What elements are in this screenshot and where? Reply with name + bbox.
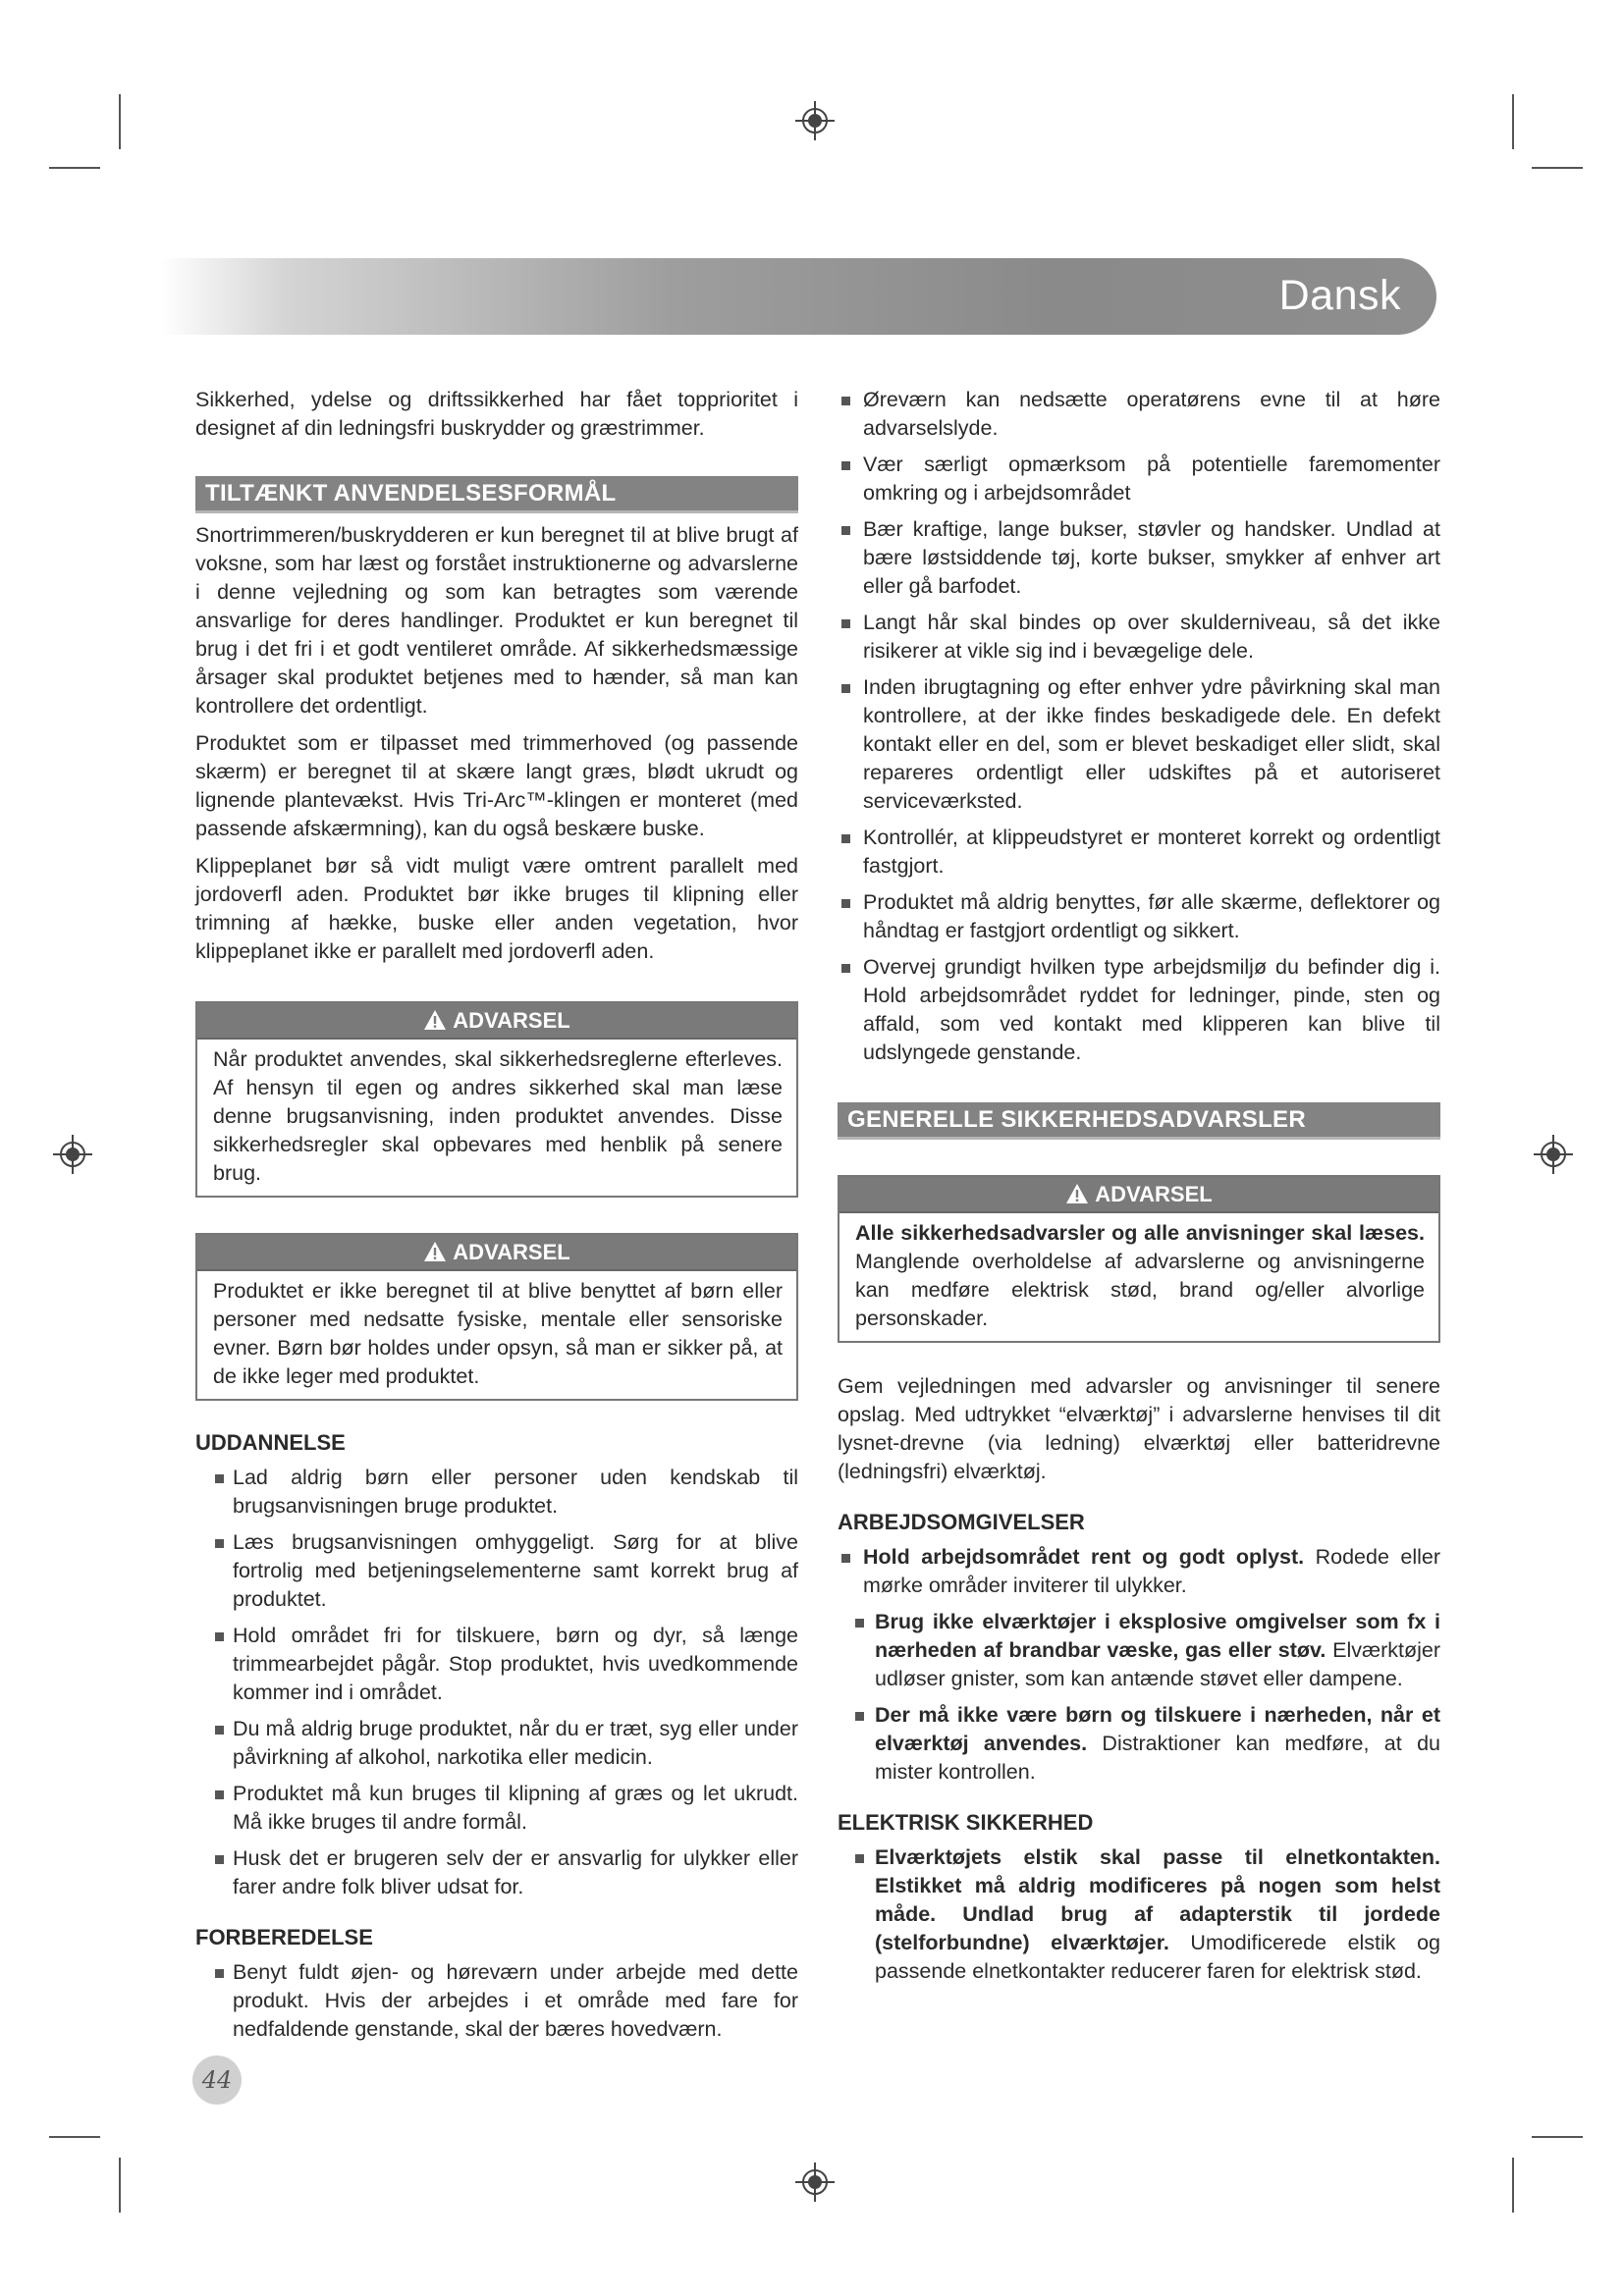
- crop-mark: [119, 2158, 121, 2213]
- warning-header: [197, 1235, 796, 1271]
- crop-mark: [119, 94, 121, 149]
- registration-mark-icon: [795, 2163, 835, 2202]
- warning-box: [195, 1233, 798, 1401]
- language-banner: [160, 258, 1436, 335]
- intended-use-paragraph: Snortrimmeren/buskrydderen er kun beregnet til at blive brugt af voksne, som har læst og forstået instruktionerne og advarslerne i denne vejledning og som kan betragtes som værende ansvarlige for deres handlinger. Produktet er kun beregnet til brug i det fri i et godt ventileret område. Af sikkerhedsmæssige årsager skal produktet betjenes med to hænder, så man kan kontrollere det ordentligt.: [195, 523, 798, 718]
- list-item-text: Umodificerede elstik og passende elnetkontakter reducerer faren for elektrisk stød.: [875, 1931, 1440, 1983]
- right-column: [838, 386, 1440, 1994]
- intended-use-paragraph: Produktet som er tilpasset med trimmerhoved (og passende skærm) er beregnet til at skære langt græs, blødt ukrudt og lignende plantevækst. Hvis Tri-Arc™-klingen er monteret (med passende afskærmning), kan du også beskære buske.: [195, 731, 798, 840]
- intro-text: Sikkerhed, ydelse og driftssikkerhed har fået topprioritet i designet af din ledningsfri buskrydder og græstrimmer.: [195, 388, 798, 440]
- warning-text: [855, 1219, 1425, 1333]
- work-area-list-indented: [838, 1608, 1440, 1787]
- list-item: Inden ibrugtagning og efter enhver ydre påvirkning skal man kontrollere, at der ikke findes beskadigede dele. En defekt kontakt eller en del, som er blevet beskadiget eller slidt, skal repareres ordentligt eller udskiftes på et autoriseret serviceværksted.: [838, 673, 1440, 816]
- list-item-bold: Brug ikke elværktøjer i eksplosive omgivelser som fx i nærheden af brandbar væske, gas eller støv.: [875, 1610, 1440, 1662]
- preparation-list-continued: [838, 386, 1440, 1067]
- warning-text: Produktet er ikke beregnet til at blive benyttet af børn eller personer med nedsatte fysiske, mentale eller sensoriske evner. Børn bør holdes under opsyn, så man er sikker på, at de ikke leger med produktet.: [213, 1279, 783, 1388]
- warning-box: [195, 1001, 798, 1198]
- list-item-bold: Hold arbejdsområdet rent og godt oplyst.: [863, 1545, 1305, 1569]
- section-heading-intended-use: TILTÆNKT ANVENDELSESFORMÅL: [195, 476, 798, 513]
- preparation-list: [195, 1958, 798, 2044]
- list-item: Langt hår skal bindes op over skulderniveau, så det ikke risikerer at vikle sig ind i bevægelige dele.: [838, 609, 1440, 666]
- list-item: Kontrollér, at klippeudstyret er monteret korrekt og ordentligt fastgjort.: [838, 824, 1440, 881]
- list-item-bold: Der må ikke være børn og tilskuere i nærheden, når et elværktøj anvendes.: [875, 1703, 1440, 1755]
- list-item: Hold området fri for tilskuere, børn og dyr, så længe trimmearbejdet pågår. Stop produktet, hvis uvedkommende kommer ind i området.: [195, 1622, 798, 1707]
- crop-mark: [1512, 2158, 1514, 2213]
- list-item-text: Distraktioner kan medføre, at du mister kontrollen.: [875, 1732, 1440, 1784]
- language-title: Dansk: [1278, 272, 1401, 319]
- registration-mark-icon: [53, 1135, 92, 1174]
- list-item-text: Rodede eller mørke områder inviterer til ulykker.: [863, 1545, 1440, 1597]
- crop-mark: [1532, 167, 1583, 169]
- list-item: Vær særligt opmærksom på potentielle faremomenter omkring og i arbejdsområdet: [838, 451, 1440, 507]
- list-item: Produktet må kun bruges til klipning af græs og let ukrudt. Må ikke bruges til andre formål.: [195, 1780, 798, 1837]
- warning-triangle-icon: [423, 1241, 447, 1262]
- list-item: Bær kraftige, lange bukser, støvler og handsker. Undlad at bære løstsiddende tøj, korte bukser, smykker af enhver art eller gå barfodet.: [838, 515, 1440, 601]
- warning-label: ADVARSEL: [1095, 1182, 1213, 1206]
- crop-mark: [49, 167, 100, 169]
- crop-mark: [1532, 2136, 1583, 2138]
- list-item: Lad aldrig børn eller personer uden kendskab til brugsanvisningen bruge produktet.: [195, 1464, 798, 1521]
- warning-rest-text: Manglende overholdelse af advarslerne og anvisningerne kan medføre elektrisk stød, brand og/eller alvorlige personskader.: [855, 1250, 1425, 1330]
- section-heading-education: UDDANNELSE: [195, 1430, 346, 1455]
- warning-bold-text: Alle sikkerhedsadvarsler og alle anvisninger skal læses.: [855, 1221, 1425, 1245]
- section-heading-general-warnings: GENERELLE SIKKERHEDSADVARSLER: [838, 1102, 1440, 1140]
- warning-header: [839, 1177, 1438, 1213]
- work-area-list: [838, 1543, 1440, 1600]
- list-item: [838, 1543, 1440, 1600]
- list-item: [838, 1843, 1440, 1986]
- list-item: Du må aldrig bruge produktet, når du er træt, syg eller under påvirkning af alkohol, narkotika eller medicin.: [195, 1715, 798, 1772]
- warning-triangle-icon: [1065, 1183, 1089, 1204]
- list-item: Øreværn kan nedsætte operatørens evne til at høre advarselslyde.: [838, 386, 1440, 443]
- list-item: [838, 1608, 1440, 1693]
- warning-header: [197, 1003, 796, 1040]
- registration-mark-icon: [795, 101, 835, 140]
- list-item-text: Elværktøjer udløser gnister, som kan antænde støvet eller dampene.: [875, 1638, 1440, 1690]
- registration-mark-icon: [1534, 1135, 1573, 1174]
- intended-use-paragraph: Klippeplanet bør så vidt muligt være omtrent parallelt med jordoverfl aden. Produktet bør ikke bruges til klipning eller trimning af hække, buske eller anden vegetation, hvor klippeplanet ikke er parallelt med jordoverfl aden.: [195, 854, 798, 963]
- list-item: Læs brugsanvisningen omhyggeligt. Sørg for at blive fortrolig med betjeningselementerne samt korrekt brug af produktet.: [195, 1528, 798, 1614]
- section-heading-work-area: ARBEJDSOMGIVELSER: [838, 1510, 1085, 1534]
- section-heading-preparation: FORBEREDELSE: [195, 1925, 373, 1949]
- list-item: Overvej grundigt hvilken type arbejdsmiljø du befinder dig i. Hold arbejdsområdet ryddet for ledninger, pinde, sten og affald, som ved kontakt med klipperen kan blive til udslyngede genstande.: [838, 953, 1440, 1067]
- list-item: [838, 1701, 1440, 1787]
- list-item: Husk det er brugeren selv der er ansvarlig for ulykker eller farer andre folk bliver udsat for.: [195, 1844, 798, 1901]
- crop-mark: [1512, 94, 1514, 149]
- warning-box: [838, 1175, 1440, 1343]
- warning-text: Når produktet anvendes, skal sikkerhedsreglerne efterleves. Af hensyn til egen og andres sikkerhed skal man læse denne brugsanvisning, inden produktet anvendes. Disse sikkerhedsregler skal opbevares med henblik på senere brug.: [213, 1047, 783, 1185]
- list-item: Produktet må aldrig benyttes, før alle skærme, deflektorer og håndtag er fastgjort ordentligt og sikkert.: [838, 888, 1440, 945]
- warning-label: ADVARSEL: [453, 1008, 570, 1033]
- electrical-list: [838, 1843, 1440, 1986]
- left-column: [195, 386, 798, 2052]
- list-item: Benyt fuldt øjen- og høreværn under arbejde med dette produkt. Hvis der arbejdes i et område med fare for nedfaldende genstande, skal der bæres hovedværn.: [195, 1958, 798, 2044]
- warning-label: ADVARSEL: [453, 1240, 570, 1264]
- warning-triangle-icon: [423, 1009, 447, 1031]
- page-number: 44: [192, 2056, 242, 2105]
- keep-instructions-text: Gem vejledningen med advarsler og anvisninger til senere opslag. Med udtrykket “elværktøj” i advarslerne henvises til dit lysnet-drevne (via ledning) elværktøj eller batteridrevne (ledningsfri) elværktøj.: [838, 1374, 1440, 1483]
- education-list: [195, 1464, 798, 1901]
- crop-mark: [49, 2136, 100, 2138]
- section-heading-electrical: ELEKTRISK SIKKERHED: [838, 1810, 1094, 1835]
- list-item-bold: Elværktøjets elstik skal passe til elnetkontakten. Elstikket må aldrig modificeres på nogen som helst måde. Undlad brug af adapterstik til jordede (stelforbundne) elværktøjer.: [875, 1845, 1440, 1954]
